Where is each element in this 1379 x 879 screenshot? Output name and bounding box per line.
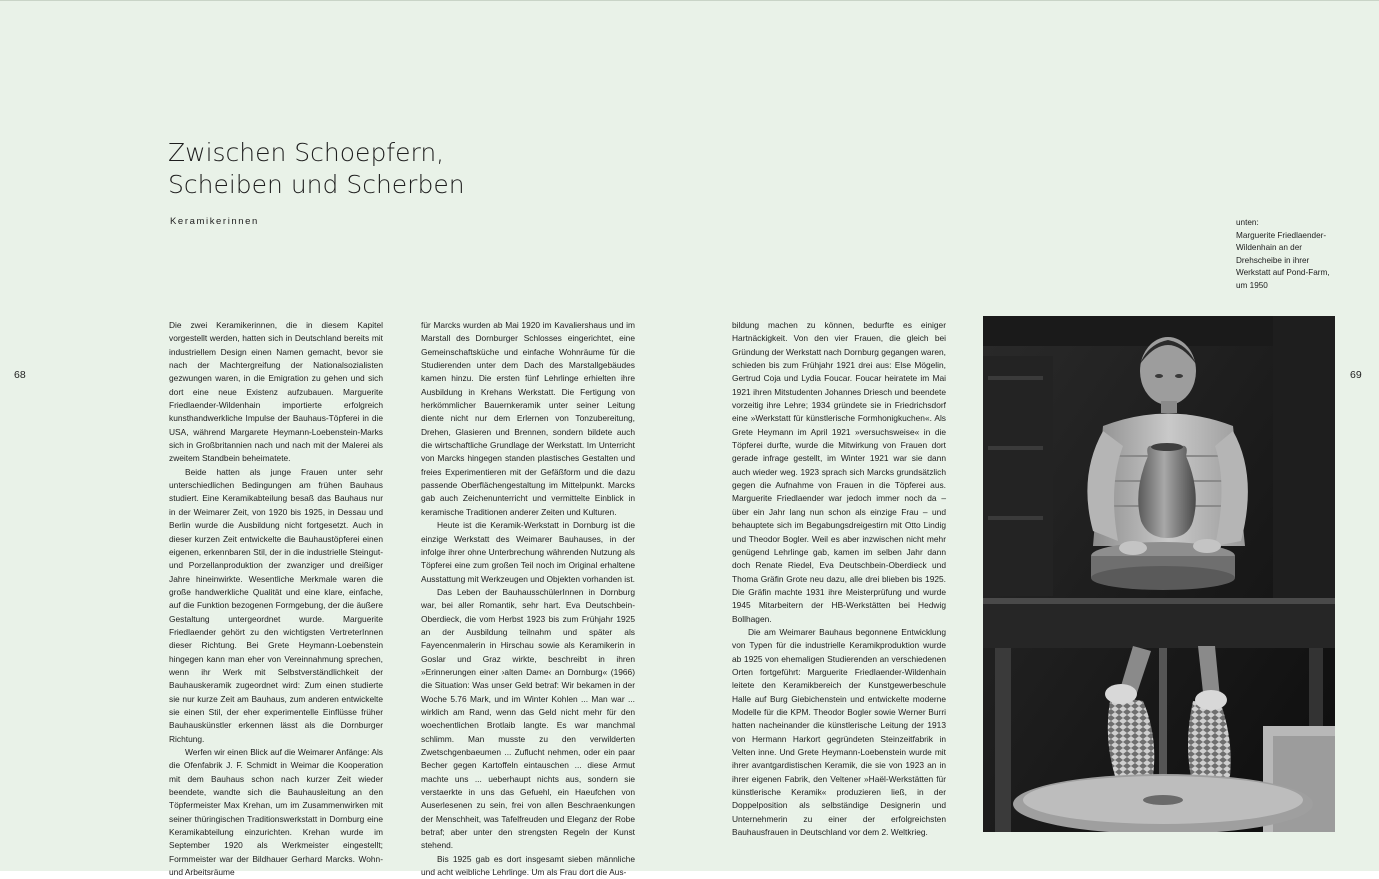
section-kicker: Keramikerinnen: [170, 216, 259, 227]
text-column-1: [169, 319, 383, 879]
paragraph: Bis 1925 gab es dort insgesamt sieben männliche und acht weibliche Lehrlinge. Um als Frau dort die Aus-: [421, 853, 635, 878]
caption-label: unten:: [1236, 218, 1259, 227]
paragraph: Das Leben der BauhausschülerInnen in Dornburg war, bei aller Romantik, sehr hart. Eva Deutschbein-Oberdieck, die vom Herbst 1923 bis zum Frühjahr 1925 an der Ausbildung teilnahm und später als Fayencenmalerin in Hirschau sowie als Keramikerin in Goslar und Graz wirkte, beschreibt in ihren »Erinnerungen einer ›alten Dame‹ an Dornburg« (1966) die Situation: Was unser Geld betraf: Wir bekamen in der Woche 5.76 Mark, und im Winter Kohlen ... Man war ... wirklich am Rand, wenn das Geld nicht mehr für den woechentlichen Brotlaib langte. Es war manchmal schlimm. Man musste zu den verwilderten Zwetschgenbaeumen ... Zuflucht nehmen, oder ein paar Becher gegen Kartoffeln eintauschen ... diese Armut machte uns ... ueberhaupt nichts aus, sondern sie verstaerkte in uns das Gefuehl, ein Haeufchen von Auserlesenen zu sein, frei von allen Beschraenkungen der Menschheit, was Tafelfreuden und Eleganz der Robe betraf; aber unter den strengsten Regeln der Kunst stehend.: [421, 586, 635, 851]
page-number-right: 69: [1350, 369, 1362, 381]
text-column-2: [421, 319, 635, 879]
paragraph: Werfen wir einen Blick auf die Weimarer Anfänge: Als die Ofenfabrik J. F. Schmidt in Weimar die Kooperation mit dem Bauhaus schon nach kurzer Zeit wieder beendete, wandte sich die Bauhausleitung an den Töpfermeister Max Krehan, um im Zusammenwirken mit seiner thüringischen Traditionswerkstatt in Dornburg eine Keramikabteilung einzurichten. Krehan wurde im September 1920 als Werkmeister eingestellt; Formmeister war der Bildhauer Gerhard Marcks. Wohn- und Arbeitsräume: [169, 747, 383, 878]
paragraph: Beide hatten als junge Frauen unter sehr unterschiedlichen Bedingungen am frühen Bauhaus studiert. Eine Keramikabteilung besaß das Bauhaus nur in der Weimarer Zeit, von 1920 bis 1925, in Dessau und Berlin wurde die Ausbildung nicht fortgesetzt. Auch in dieser kurzen Zeit entwickelte die Bauhaustöpferei einen eigenen, erkennbaren Stil, der in die industrielle Steingut- und Porzellanproduktion der zwanziger und dreißiger Jahre hineinwirkte. Wesentliche Merkmale waren die große handwerkliche Qualität und eine klare, einfache, auf die Funktion bezogenen Formgebung, der die äußere Gestaltung untergeordnet wurde. Marguerite Friedlaender gehört zu den wichtigsten VertreterInnen dieser Richtung. Bei Grete Heymann-Loebenstein hingegen kann man eher von Vereinnahmung sprechen, wenn ihr Werk mit Selbstverständlichkeit der Bauhauskeramik zugeordnet wird: Zum einen studierte sie nur kurze Zeit am Bauhaus, zum anderen entwickelte sie einen Stil, der eher experimentelle Einflüsse früher Bauhauskünstler erkennen lässt als die Dornburger Richtung.: [169, 466, 383, 744]
article-title: [168, 137, 465, 201]
paragraph: für Marcks wurden ab Mai 1920 im Kavaliershaus und im Marstall des Dornburger Schlosses eingerichtet, eine Gemeinschaftsküche und einfache Wohnräume für die Studierenden unter dem Dach des Marstallgebäudes kamen hinzu. Die ersten fünf Lehrlinge erhielten ihre Ausbildung in Krehans Werkstatt. Die Fertigung von herkömmlicher Bauernkeramik unter seiner Leitung diente nicht nur dem Erlernen von Tonzubereitung, Drehen, Glasieren und Brennen, sondern bildete auch die wirtschaftliche Grundlage der Werkstatt. Im Unterricht von Marcks hingegen standen plastisches Gestalten und freies Experimentieren mit der Gefäßform und die dazu passende Oberflächengestaltung im Mittelpunkt. Marcks gab auch Zeichenunterricht und vermittelte Einblick in keramische Traditionen anderer Zeiten und Kulturen.: [421, 320, 635, 517]
paragraph: Die zwei Keramikerinnen, die in diesem Kapitel vorgestellt werden, hatten sich in Deutschland bereits mit industriellem Design einen Namen gemacht, bevor sie nach der Machtergreifung der Nationalsozialisten gezwungen waren, in die Emigration zu gehen und sich dort eine neue Existenz aufzubauen. Marguerite Friedlaender-Wildenhain importierte erfolgreich kunsthandwerkliche Impulse der Bauhaus-Töpferei in die USA, während Margarete Heymann-Loebenstein-Marks sich in Großbritannien nach und nach mit der Malerei als zweitem Standbein beheimatete.: [169, 320, 383, 464]
potter-at-wheel-photo: [983, 316, 1335, 832]
paragraph: bildung machen zu können, bedurfte es einiger Hartnäckigkeit. Von den vier Frauen, die gleich bei Gründung der Werkstatt nach Dornburg gegangen waren, schieden bis zum Frühjahr 1921 drei aus: Else Mögelin, Gertrud Coja und Lydia Foucar. Foucar heiratete im Mai 1921 ihren Mitstudenten Johannes Driesch und beendete vorzeitig ihre Lehre; 1934 gründete sie in Friedrichsdorf eine »Werkstatt für künstlerische Formhonigkuchen«. Als Grete Heymann im April 1921 »versuchsweise« in die Töpferei durfte, wurde die Mitwirkung von Frauen dort gerade infrage gestellt, im Winter 1921 war sie dann auch wieder weg. 1923 sprach sich Marcks grundsätzlich gegen die Aufnahme von Frauen in die Töpferei aus. Marguerite Friedlaender war jedoch immer noch da – über ein Jahr lang nun schon als einzige Frau – und behauptete sich im Begabungsdreigestirn mit Otto Lindig und Theodor Bogler. Weil es aber inzwischen nicht mehr genügend Lehrlinge gab, kamen im selben Jahr dann doch Renate Riedel, Eva Deutschbein-Oberdieck und Thoma Gräfin Grote neu dazu, alle drei blieben bis 1925. Die Gräfin machte 1931 ihre Meisterprüfung und wurde 1945 Mitarbeitern der HB-Werkstätten bei Hedwig Bollhagen.: [732, 320, 947, 624]
caption-text: Marguerite Friedlaender-Wildenhain an der Drehscheibe in ihrer Werkstatt auf Pond-Farm, um 1950: [1236, 230, 1330, 290]
paragraph: Die am Weimarer Bauhaus begonnene Entwicklung von Typen für die industrielle Keramikproduktion wurde ab 1925 von ehemaligen Studierenden an verschiedenen Orten fortgeführt: Marguerite Friedlaender-Wildenhain leitete den Keramikbereich der Kunstgewerbeschule Halle auf Burg Giebichenstein und entwickelte moderne Modelle für die KPM. Theodor Bogler sowie Werner Burri hatten nacheinander die künstlerische Leitung der 1913 von Hermann Harkort gegründeten Steinzeitfabrik in Velten inne. Und Grete Heymann-Loebenstein wurde mit ihrer avantgardistischen Keramik, die sie von 1923 an in ihrer eigenen Fabrik, den Veltener »Haël-Werkstätten für künstlerische Keramik« produzieren ließ, in der Doppelposition als selbständige Designerin und Unternehmerin zu einer der erfolgreichsten Bauhausfrauen in Deutschland vor dem 2. Weltkrieg.: [732, 626, 946, 838]
text-column-3: [732, 319, 946, 839]
title-line-1: Zwischen Schoepfern,: [168, 138, 445, 167]
paragraph: Heute ist die Keramik-Werkstatt in Dornburg ist die einzige Werkstatt des Weimarer Bauhauses, in der infolge ihrer ohne Unterbrechung währenden Nutzung als Töpferei eine zum großen Teil noch im Original erhaltene Ausstattung mit Werkzeugen und Objekten vorhanden ist.: [421, 520, 635, 584]
photo-caption: [1236, 217, 1331, 293]
title-line-2: Scheiben und Scherben: [168, 170, 465, 199]
page-number-left: 68: [14, 369, 26, 381]
